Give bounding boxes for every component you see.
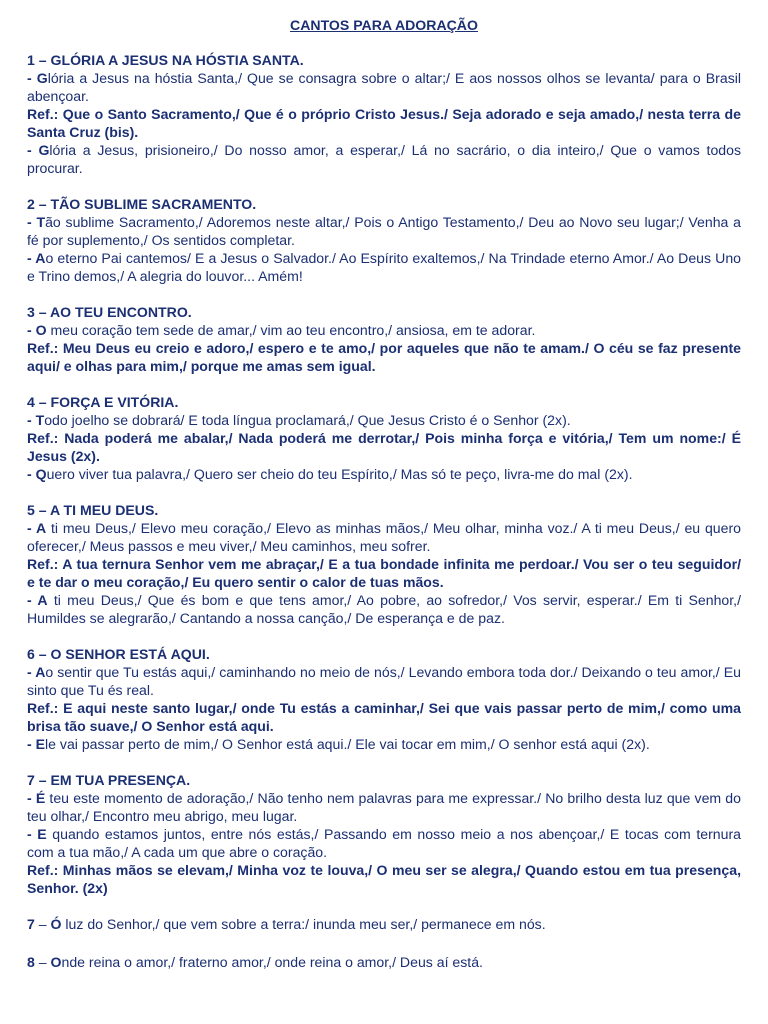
verse xyxy=(27,249,741,285)
verse-text: quando estamos juntos, entre nós estás,/ Passando em nosso meio a nos abençoar,/ E tocas com ternura com a tua mão,/ A cada um que abre o coração. xyxy=(27,826,741,860)
verse-initial: A xyxy=(36,520,47,536)
verse-text: lória a Jesus, prisioneiro,/ Do nosso amor, a esperar,/ Lá no sacrário, o dia inteiro,/ Que o vamos todos procurar. xyxy=(27,142,742,176)
refrain: Ref.: Meu Deus eu creio e adoro,/ espero e te amo,/ por aqueles que não te amam./ O céu se faz presente aqui/ e olhas para mim,/ porque me amas sem igual. xyxy=(27,340,741,374)
verse-initial: E xyxy=(35,736,46,752)
verse-text: le vai passar perto de mim,/ O Senhor está aqui./ Ele vai tocar em mim,/ O senhor está aqui (2x). xyxy=(45,736,650,752)
verse-dash: - xyxy=(27,664,36,680)
verse-dash: - xyxy=(27,826,38,842)
refrain: Ref.: Nada poderá me abalar,/ Nada poderá me derrotar,/ Pois minha força e vitória,/ Tem um nome:/ É Jesus (2x). xyxy=(27,430,741,464)
verse xyxy=(27,735,741,753)
line-text: luz do Senhor,/ que vem sobre a terra:/ inunda meu ser,/ permanece em nós. xyxy=(61,916,546,932)
verse-initial: G xyxy=(36,70,48,86)
short-song-line xyxy=(27,915,741,933)
verse-text: teu este momento de adoração,/ Não tenho nem palavras para me expressar./ No brilho desta luz que vem do teu olhar,/ Encontro meu abrigo, meu lugar. xyxy=(27,790,741,824)
song-section xyxy=(27,303,741,375)
song-section xyxy=(27,771,741,897)
short-lines-list xyxy=(27,915,741,971)
verse-initial: É xyxy=(35,790,46,806)
verse xyxy=(27,519,741,555)
verse-dash: - xyxy=(27,322,36,338)
line-number: 8 xyxy=(27,954,35,970)
verse xyxy=(27,465,741,483)
verse xyxy=(27,825,741,861)
verse-initial: G xyxy=(38,142,50,158)
verse xyxy=(27,213,741,249)
verse-dash: - xyxy=(27,790,36,806)
verse-dash: - xyxy=(27,592,38,608)
verse-text: ti meu Deus,/ Que és bom e que tens amor,/ Ao pobre, ao sofredor,/ Vos servir, esperar./ Em ti Senhor,/ Humildes se alegrarão,/ Cantando a nossa canção,/ De esperança e de paz. xyxy=(27,592,741,626)
line-separator: – xyxy=(34,954,51,970)
verse-text: ti meu Deus,/ Elevo meu coração,/ Elevo as minhas mãos,/ Meu olhar, minha voz./ A ti meu Deus,/ eu quero oferecer,/ Meus passos e meu viver,/ Meu caminhos, meu sofrer. xyxy=(27,520,741,554)
document-title: CANTOS PARA ADORAÇÃO xyxy=(290,17,478,33)
refrain: Ref.: Minhas mãos se elevam,/ Minha voz te louva,/ O meu ser se alegra,/ Quando estou em tua presença, Senhor. (2x) xyxy=(27,862,741,896)
line-initial: O xyxy=(50,954,62,970)
song-title: 2 – TÃO SUBLIME SACRAMENTO. xyxy=(27,196,257,212)
verse-dash: - xyxy=(27,214,37,230)
verse xyxy=(27,663,741,699)
verse-dash: - xyxy=(27,70,37,86)
song-section xyxy=(27,645,741,753)
refrain: Ref.: Que o Santo Sacramento,/ Que é o próprio Cristo Jesus./ Seja adorado e seja amado,/ nesta terra de Santa Cruz (bis). xyxy=(27,106,741,140)
verse-text: o sentir que Tu estás aqui,/ caminhando no meio de nós,/ Levando embora toda dor./ Deixando o teu amor,/ Eu sinto que Tu és real. xyxy=(27,664,741,698)
verse xyxy=(27,321,741,339)
song-title: 5 – A TI MEU DEUS. xyxy=(27,502,159,518)
verse-initial: T xyxy=(36,214,46,230)
verse-dash: - xyxy=(27,466,36,482)
line-separator: – xyxy=(34,916,51,932)
song-title: 6 – O SENHOR ESTÁ AQUI. xyxy=(27,646,210,662)
verse xyxy=(27,591,741,627)
song-title: 4 – FORÇA E VITÓRIA. xyxy=(27,394,179,410)
verse-initial: E xyxy=(37,826,47,842)
song-section xyxy=(27,51,741,177)
line-initial: Ó xyxy=(50,916,62,932)
verse-dash: - xyxy=(27,520,36,536)
verse-initial: O xyxy=(35,322,47,338)
verse-initial: A xyxy=(37,592,48,608)
verse-initial: A xyxy=(35,664,46,680)
verse xyxy=(27,141,741,177)
verse-text: ão sublime Sacramento,/ Adoremos neste altar,/ Pois o Antigo Testamento,/ Deu ao Novo seu lugar;/ Venha a fé por suplemento,/ Os sentidos completar. xyxy=(27,214,742,248)
verse-text: meu coração tem sede de amar,/ vim ao teu encontro,/ ansiosa, em te adorar. xyxy=(46,322,536,338)
verse-dash: - xyxy=(27,412,36,428)
short-song-line xyxy=(27,953,741,971)
refrain: Ref.: E aqui neste santo lugar,/ onde Tu estás a caminhar,/ Sei que vais passar perto de mim,/ como uma brisa tão suave,/ O Senhor está aqui. xyxy=(27,700,741,734)
song-section xyxy=(27,501,741,627)
verse-initial: T xyxy=(35,412,45,428)
song-section xyxy=(27,393,741,483)
song-title: 1 – GLÓRIA A JESUS NA HÓSTIA SANTA. xyxy=(27,52,304,68)
verse xyxy=(27,411,741,429)
line-number: 7 xyxy=(27,916,35,932)
song-section xyxy=(27,195,741,285)
songs-list xyxy=(27,51,741,897)
verse-dash: - xyxy=(27,142,39,158)
refrain: Ref.: A tua ternura Senhor vem me abraçar,/ E a tua bondade infinita me perdoar./ Vou ser o teu seguidor/ e te dar o meu coração,/ Eu quero sentir o calor de tuas mãos. xyxy=(27,556,741,590)
verse-dash: - xyxy=(27,250,36,266)
verse xyxy=(27,69,741,105)
verse-text: uero viver tua palavra,/ Quero ser cheio do teu Espírito,/ Mas só te peço, livra-me do mal (2x). xyxy=(46,466,633,482)
verse-text: o eterno Pai cantemos/ E a Jesus o Salvador./ Ao Espírito exaltemos,/ Na Trindade eterno Amor./ Ao Deus Uno e Trino demos,/ A alegria do louvor... Amém! xyxy=(27,250,741,284)
verse xyxy=(27,789,741,825)
document-page xyxy=(27,16,741,991)
verse-text: lória a Jesus na hóstia Santa,/ Que se consagra sobre o altar;/ E aos nossos olhos se levanta/ para o Brasil abençoar. xyxy=(27,70,742,104)
line-text: nde reina o amor,/ fraterno amor,/ onde reina o amor,/ Deus aí está. xyxy=(61,954,483,970)
verse-dash: - xyxy=(27,736,36,752)
verse-text: odo joelho se dobrará/ E toda língua proclamará,/ Que Jesus Cristo é o Senhor (2x). xyxy=(44,412,571,428)
verse-initial: A xyxy=(35,250,46,266)
song-title: 3 – AO TEU ENCONTRO. xyxy=(27,304,192,320)
song-title: 7 – EM TUA PRESENÇA. xyxy=(27,772,191,788)
verse-initial: Q xyxy=(35,466,47,482)
